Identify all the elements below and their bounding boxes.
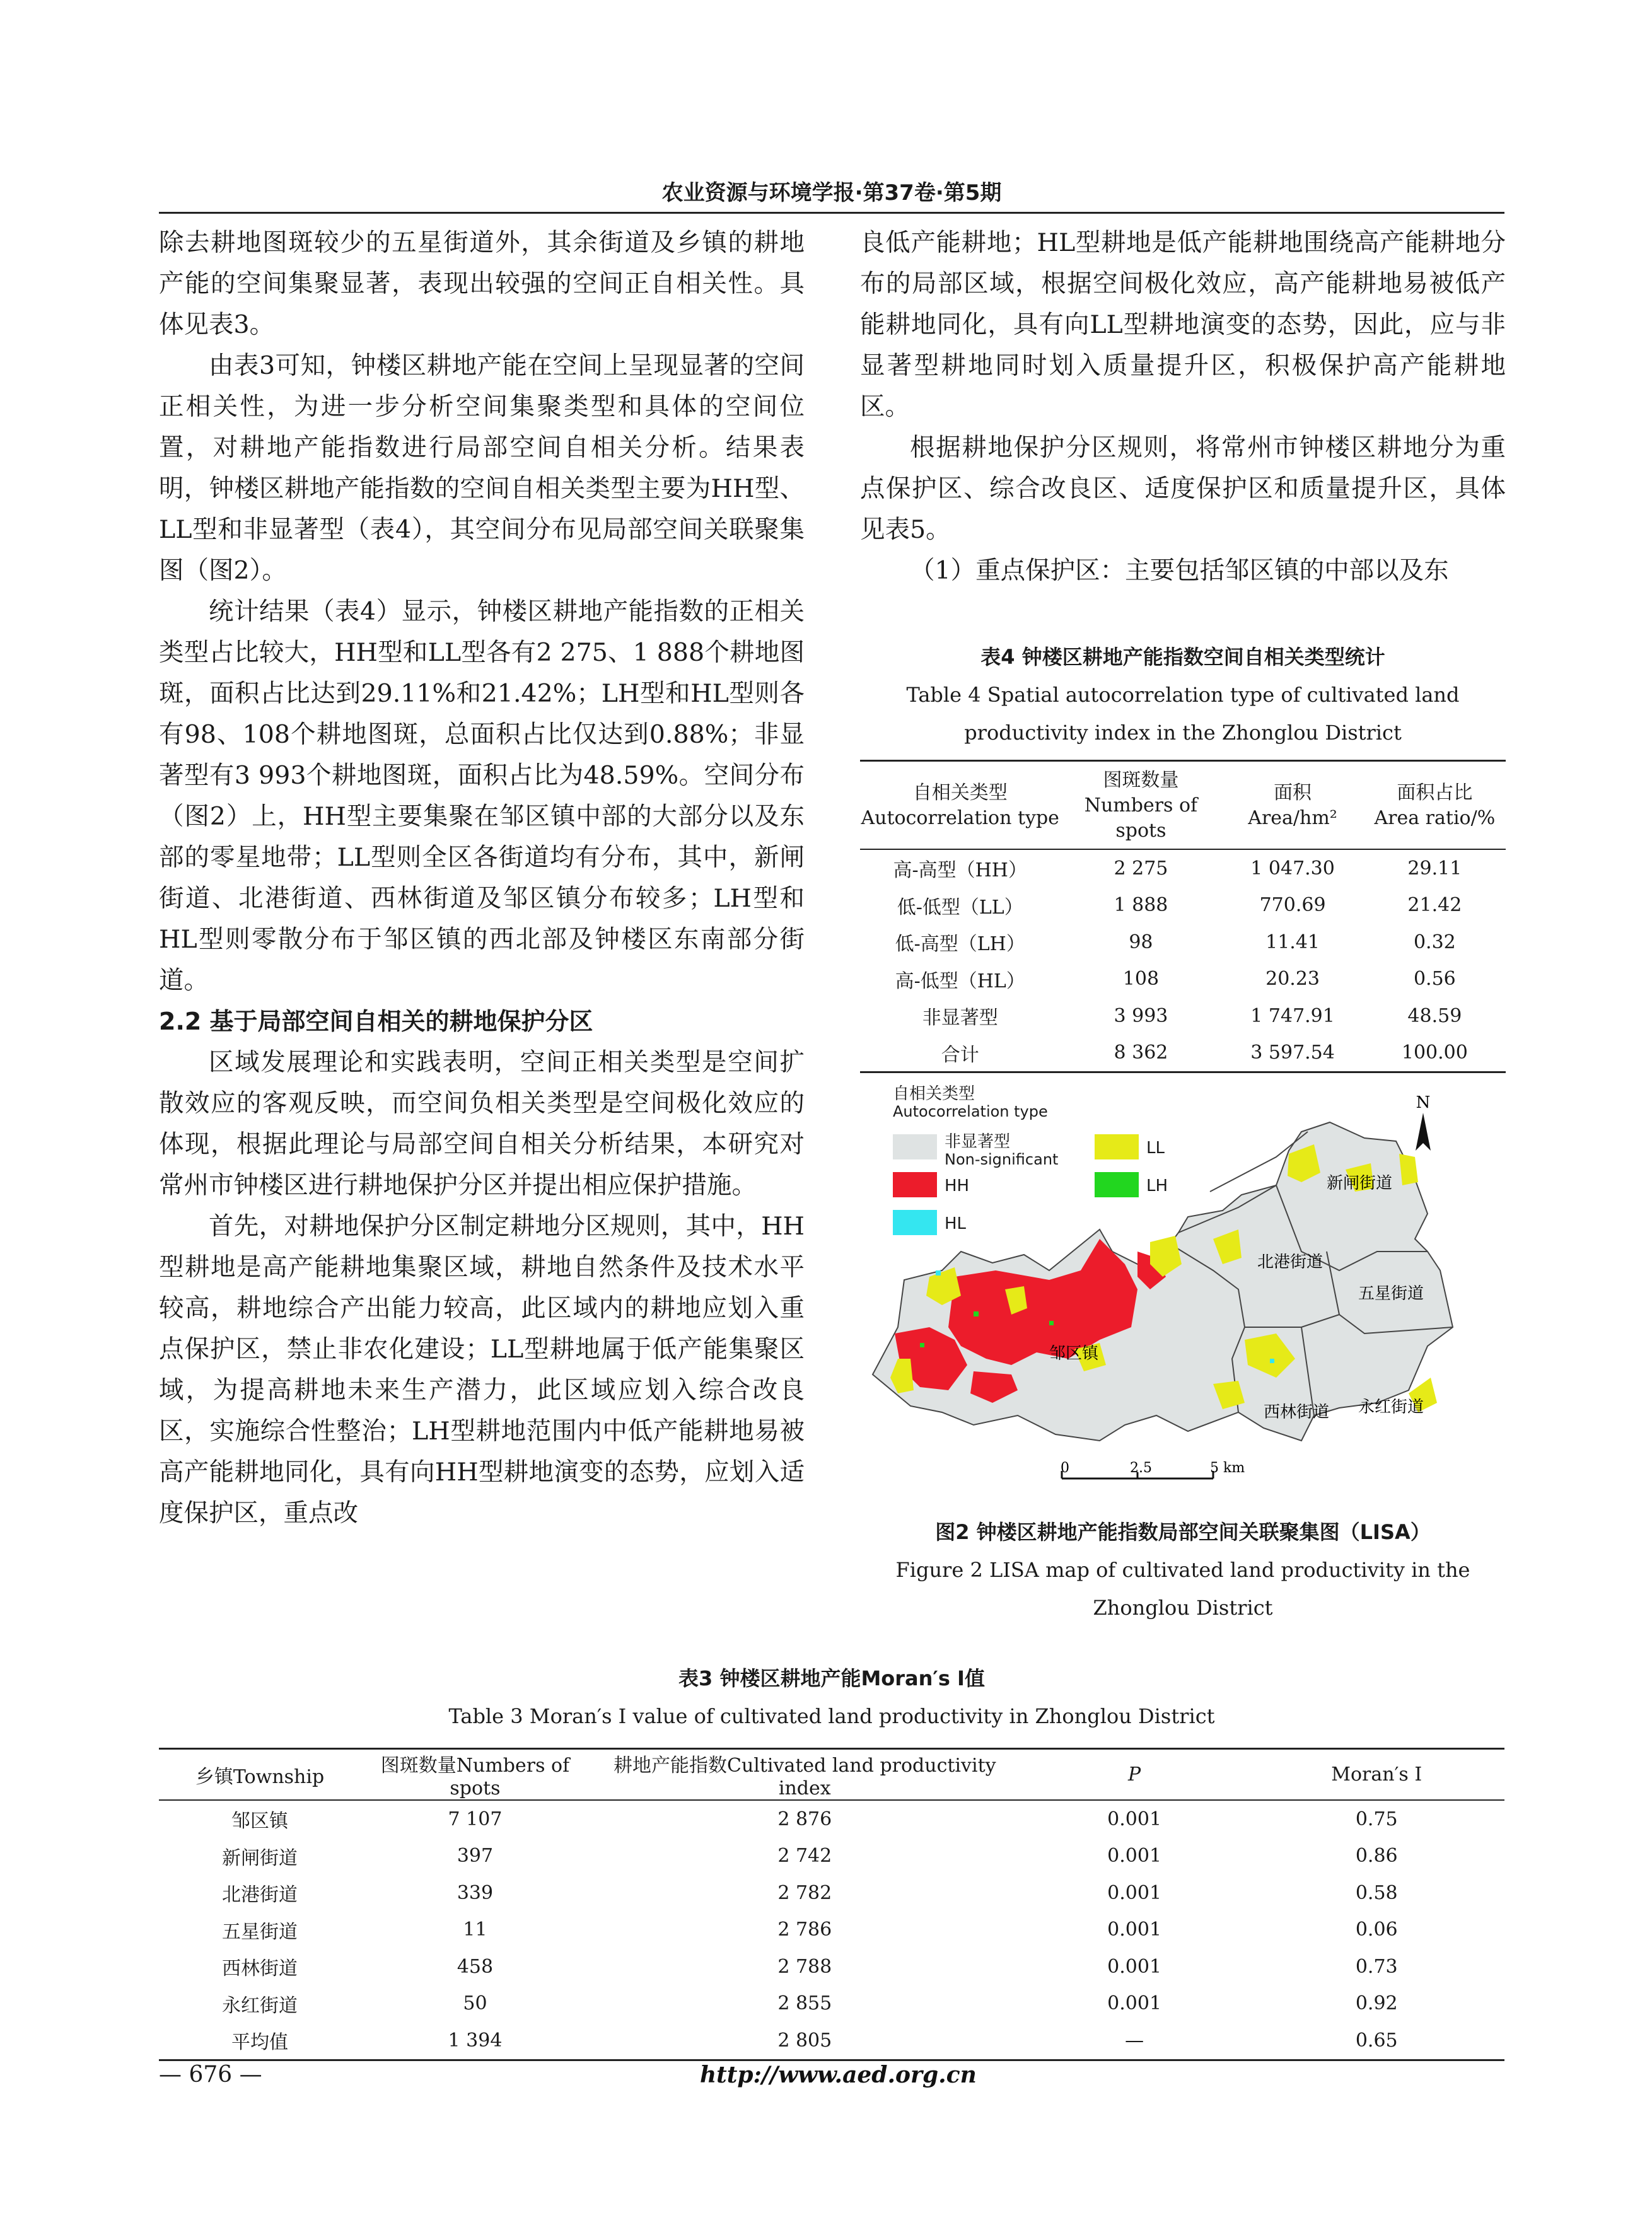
- table-row: 低-低型（LL） 1 888 770.69 21.42: [897, 894, 1462, 919]
- legend-swatch-hh: [893, 1172, 937, 1197]
- table3: [159, 1748, 1504, 2061]
- legend-label: LL: [1146, 1139, 1165, 1158]
- legend-label: 非显著型 Non-significant: [945, 1132, 1059, 1168]
- north-label: N: [1416, 1093, 1431, 1112]
- place-label-yonghong: 永红街道: [1358, 1398, 1424, 1417]
- place-label-beigang: 北港街道: [1257, 1253, 1323, 1272]
- table-header: 图斑数量Numbers of spots: [380, 1755, 570, 1799]
- paragraph: 良低产能耕地；HL型耕地是低产能耕地围绕高产能耕地分布的局部区域，根据空间极化效应，高产能耕地易被低产能耕地同化，具有向LL型耕地演变的态势，因此，应与非显著型耕地同时划入质量提升区，积极保护高产能耕地区。: [860, 228, 1506, 421]
- table-header: 乡镇Township: [195, 1765, 325, 1788]
- table-row: 北港街道 339 2 782 0.001 0.58: [222, 1881, 1398, 1907]
- paragraph: 根据耕地保护分区规则，将常州市钟楼区耕地分为重点保护区、综合改良区、适度保护区和质量提升区，具体见表5。: [860, 433, 1506, 544]
- table4: [860, 760, 1506, 1073]
- paragraph: （1）重点保护区：主要包括邹区镇的中部以及东: [910, 556, 1449, 585]
- table-header: 自相关类型 Autocorrelation type: [861, 782, 1059, 829]
- running-head: 农业资源与环境学报·第37卷·第5期: [661, 180, 1002, 206]
- right-column: [860, 223, 1506, 591]
- figure2-caption: 图2 钟楼区耕地产能指数局部空间关联聚集图（LISA） Figure 2 LISA map of cultivated land productivity in the Zhonglou District: [895, 1520, 1470, 1620]
- place-label-zouqu: 邹区镇: [1049, 1344, 1099, 1363]
- map-legend: [893, 1084, 1168, 1233]
- place-label-xinzha: 新闸街道: [1327, 1174, 1393, 1193]
- scale-label: 2.5: [1130, 1460, 1152, 1476]
- table-header: P: [1128, 1763, 1141, 1786]
- legend-subtitle: Autocorrelation type: [893, 1103, 1048, 1120]
- table-row: 高-高型（HH） 2 275 1 047.30 29.11: [893, 857, 1462, 882]
- table-header: 面积 Area/hm²: [1248, 782, 1337, 829]
- page-number: — 676 —: [159, 2062, 262, 2088]
- legend-title: 自相关类型: [893, 1084, 975, 1103]
- scale-label: 5 km: [1210, 1460, 1245, 1476]
- header-rule: [159, 212, 1504, 214]
- table-header: Moran′s I: [1331, 1763, 1422, 1786]
- table-row: 高-低型（HL） 108 20.23 0.56: [895, 968, 1456, 992]
- journal-url-link[interactable]: http://www.aed.org.cn: [700, 2062, 977, 2088]
- legend-swatch-hl: [893, 1210, 937, 1235]
- table4-caption: 表4 钟楼区耕地产能指数空间自相关类型统计 Table 4 Spatial autocorrelation type of cultivated land productivity index in the Zhonglou District: [906, 645, 1460, 745]
- table-header: 图斑数量 Numbers of spots: [1084, 769, 1198, 842]
- place-label-xilin: 西林街道: [1264, 1403, 1330, 1422]
- table-row: 永红街道 50 2 855 0.001 0.92: [222, 1992, 1398, 2017]
- table-row: 平均值 1 394 2 805 — 0.65: [231, 2029, 1398, 2054]
- table-row: 西林街道 458 2 788 0.001 0.73: [222, 1955, 1398, 1980]
- paragraph: 由表3可知，钟楼区耕地产能在空间上呈现显著的空间正相关性，为进一步分析空间集聚类型和具体的空间位置，对耕地产能指数进行局部空间自相关分析。结果表明，钟楼区耕地产能指数的空间自相关类型主要为HH型、LL型和非显著型（表4），其空间分布见局部空间关联聚集图（图2）。: [159, 351, 805, 585]
- lisa-map: [860, 1062, 1506, 1497]
- section-heading: 2.2 基于局部空间自相关的耕地保护分区: [159, 1008, 593, 1035]
- table-row: 邹区镇 7 107 2 876 0.001 0.75: [231, 1808, 1398, 1833]
- legend-swatch-nonsig: [893, 1134, 937, 1159]
- paragraph: 首先，对耕地保护分区制定耕地分区规则，其中，HH型耕地是高产能耕地集聚区域，耕地自然条件及技术水平较高，耕地综合产出能力较高，此区域内的耕地应划入重点保护区，禁止非农化建设；LL型耕地属于低产能集聚区域，为提高耕地未来生产潜力，此区域应划入综合改良区，实施综合性整治；LH型耕地范围内中低产能耕地易被高产能耕地同化，具有向HH型耕地演变的态势，应划入适度保护区，重点改: [159, 1212, 805, 1528]
- table-row: 新闸街道 397 2 742 0.001 0.86: [222, 1845, 1398, 1869]
- paragraph: 统计结果（表4）显示，钟楼区耕地产能指数的正相关类型占比较大，HH型和LL型各有2 275、1 888个耕地图斑，面积占比达到29.11%和21.42%；LH型和HL型则各有98、108个耕地图斑，总面积占比仅达到0.88%；非显著型有3 993个耕地图斑，面积占比为48.59%。空间分布（图2）上，HH型主要集聚在邹区镇中部的大部分以及东部的零星地带；LL型则全区各街道均有分布，其中，新闸街道、北港街道、西林街道及邹区镇分布较多；LH型和HL型则零散分布于邹区镇的西北部及钟楼区东南部分街道。: [159, 597, 805, 995]
- legend-label: HL: [945, 1214, 967, 1233]
- table-row: 低-高型（LH） 98 11.41 0.32: [895, 931, 1456, 956]
- place-label-wuxing: 五星街道: [1358, 1284, 1424, 1303]
- legend-label: HH: [945, 1176, 970, 1195]
- table-header: 耕地产能指数Cultivated land productivity index: [614, 1755, 996, 1799]
- north-arrow-icon: [1416, 1113, 1431, 1151]
- table3-caption: 表3 钟楼区耕地产能Moran′s I值 Table 3 Moran′s I value of cultivated land productivity in Zhonglou District: [448, 1666, 1215, 1728]
- left-column: [159, 223, 805, 1534]
- table-row: 非显著型 3 993 1 747.91 48.59: [922, 1004, 1462, 1030]
- table-header: 面积占比 Area ratio/%: [1374, 782, 1496, 829]
- paragraph: 区域发展理论和实践表明，空间正相关类型是空间扩散效应的客观反映，而空间负相关类型是空间极化效应的体现，根据此理论与局部空间自相关分析结果，本研究对常州市钟楼区进行耕地保护分区并提出相应保护措施。: [159, 1048, 805, 1200]
- lisa-map-svg: [860, 1062, 1506, 1497]
- table-row: 合计 8 362 3 597.54 100.00: [941, 1042, 1468, 1066]
- legend-label: LH: [1146, 1176, 1168, 1195]
- legend-swatch-lh: [1095, 1172, 1139, 1197]
- table-row: 五星街道 11 2 786 0.001 0.06: [222, 1919, 1398, 1943]
- legend-swatch-ll: [1095, 1134, 1139, 1159]
- scale-label: 0: [1061, 1460, 1069, 1476]
- paragraph: 除去耕地图斑较少的五星街道外，其余街道及乡镇的耕地产能的空间集聚显著，表现出较强的空间正自相关性。具体见表3。: [159, 228, 805, 339]
